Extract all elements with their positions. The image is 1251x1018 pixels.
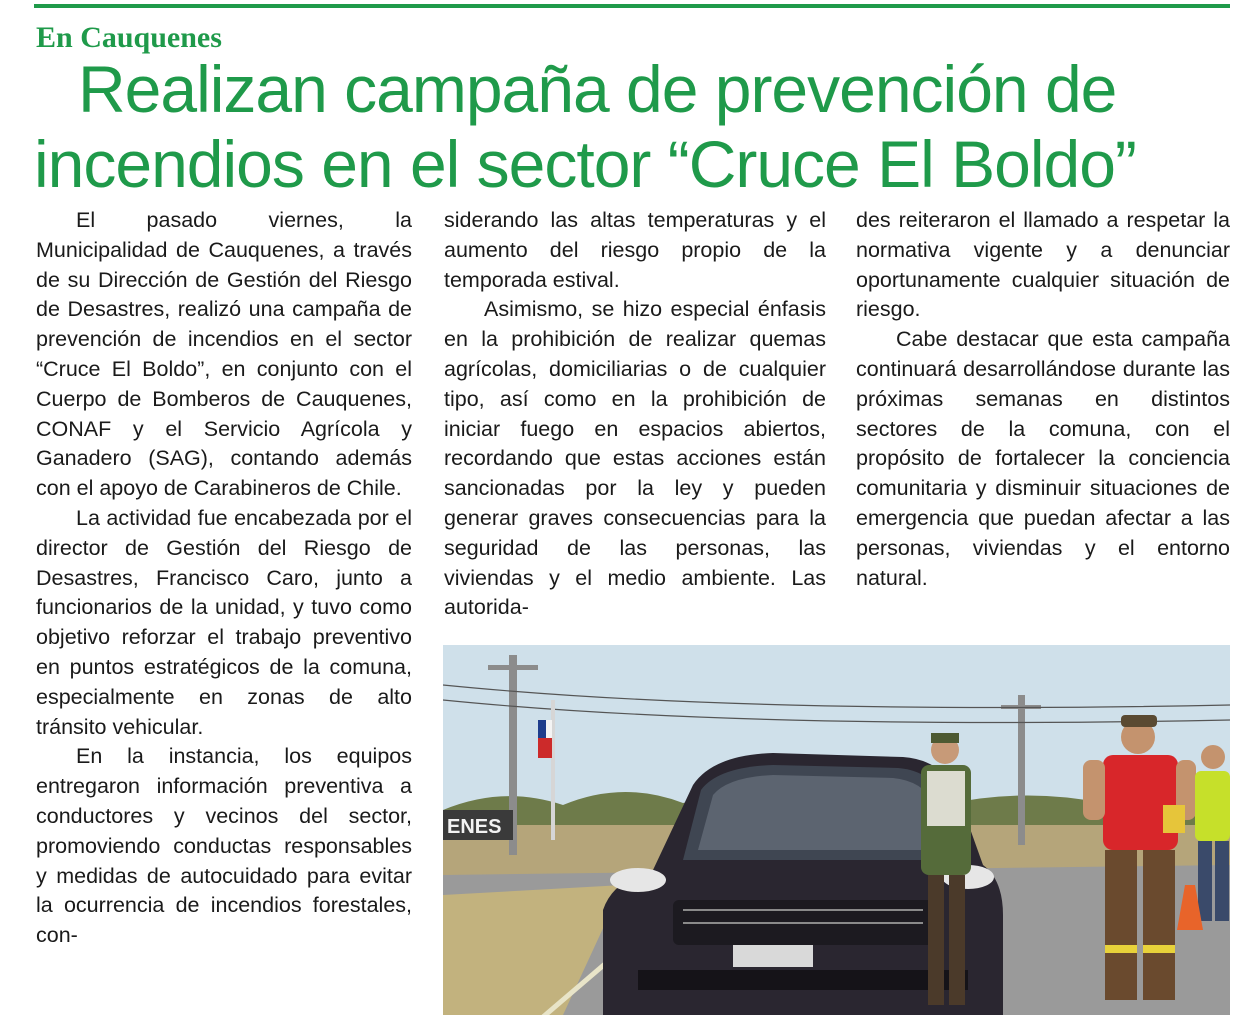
paragraph: El pasado viernes, la Municipalidad de Cauquenes, a través de su Dirección de Gestión del Riesgo de Desastres, realizó una campaña de prevención de incendios en el sector “Cruce El Boldo”, en conjunto con el Cuerpo de Bomberos de Cauquenes, CONAF y el Servicio Agrícola y Ganadero (SAG), contando además con el apoyo de Carabineros de Chile. [36, 208, 412, 501]
paragraph: des reiteraron el llamado a respetar la normativa vigente y a denunciar oportunamente cualquier situación de riesgo. [856, 208, 1230, 322]
sign-text: ENES [447, 816, 502, 838]
headline [34, 52, 1234, 202]
paragraph: siderando las altas temperaturas y el aumento del riesgo propio de la temporada estival. [444, 208, 826, 292]
section-kicker: En Cauquenes [36, 21, 222, 54]
article-column-2 [444, 206, 826, 623]
paragraph: En la instancia, los equipos entregaron información preventiva a conductores y vecinos del sector, promoviendo conductas responsables y medidas de autocuidado para evitar la ocurrencia de incendios forestales, con- [36, 744, 412, 948]
article-column-1 [36, 206, 412, 951]
paragraph: Asimismo, se hizo especial énfasis en la prohibición de realizar quemas agrícolas, domiciliarias o de cualquier tipo, así como en la prohibición de iniciar fuego en espacios abiertos, recordando que estas acciones están sancionadas por la ley y pueden generar graves consecuencias para la seguridad de las personas, las viviendas y el medio ambiente. Las autorida- [444, 297, 826, 620]
paragraph: La actividad fue encabezada por el director de Gestión del Riesgo de Desastres, Francisco Caro, junto a funcionarios de la unidad, y tuvo como objetivo reforzar el trabajo preventivo en puntos estratégicos de la comuna, especialmente en zonas de alto tránsito vehicular. [36, 505, 412, 739]
paragraph: Cabe destacar que esta campaña continuará desarrollándose durante las próximas semanas en distintos sectores de la comuna, con el propósito de fortalecer la conciencia comunitaria y disminuir situaciones de emergencia que puedan afectar a las personas, viviendas y el entorno natural. [856, 327, 1230, 590]
article-photo [443, 645, 1230, 1015]
headline-line-2: incendios en el sector “Cruce El Boldo” [34, 127, 1136, 201]
top-rule [34, 4, 1230, 8]
headline-line-1: Realizan campaña de prevención de [78, 52, 1117, 126]
photo-illustration [443, 645, 1230, 1015]
article-column-3 [856, 206, 1230, 593]
